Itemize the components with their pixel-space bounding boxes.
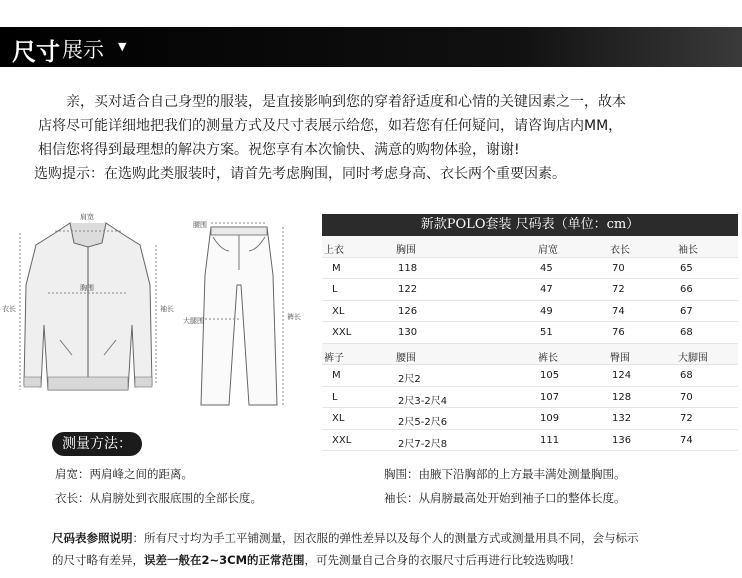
value-cell: 70 (612, 262, 625, 274)
label-thigh: 大腿围 (183, 317, 204, 325)
intro-line-4: 选购提示：在选购此类服装时，请首先考虑胸围，同时考虑身高、衣长两个重要因素。 (34, 166, 566, 182)
table-row (322, 430, 738, 452)
value-cell: 132 (612, 413, 632, 424)
header-waist: 腰围 (396, 352, 416, 364)
label-sleeve: 袖长 (160, 305, 174, 313)
size-cell: M (332, 370, 341, 381)
value-cell: 2尺7-2尺8 (398, 438, 448, 450)
header-length: 衣长 (610, 245, 630, 256)
def-shoulder: 肩宽：两肩峰之间的距离。 (55, 467, 193, 481)
def-chest: 胸围：由腋下沿胸部的上方最丰满处测量胸围。 (384, 467, 626, 481)
table-row (322, 387, 738, 409)
table-row (322, 408, 738, 430)
table-header-top (322, 236, 738, 258)
intro-text (34, 90, 724, 186)
value-cell: 128 (612, 391, 632, 403)
value-cell: 2尺5-2尺6 (398, 417, 448, 428)
value-cell: 130 (398, 327, 418, 338)
banner-title-rest: 展示 (62, 38, 104, 62)
intro-line-1: 亲，买对适合自己身型的服装，是直接影响到您的穿着舒适度和心情的关键因素之一，故本 (66, 94, 626, 110)
size-cell: L (332, 391, 338, 403)
pants-diagram (183, 215, 313, 415)
value-cell: 74 (612, 305, 625, 317)
value-cell: 126 (398, 305, 418, 317)
note-label: 尺码表参照说明 (52, 531, 133, 545)
value-cell: 51 (540, 327, 553, 338)
size-cell: XL (332, 305, 345, 317)
value-cell: 45 (540, 262, 553, 274)
value-cell: 68 (680, 327, 693, 338)
label-chest: 胸围 (80, 284, 94, 292)
value-cell: 107 (540, 391, 560, 403)
label-length: 衣长 (2, 305, 16, 313)
label-pant-length: 裤长 (287, 313, 301, 321)
note-part2: 的尺寸略有差异， (52, 553, 144, 567)
intro-line-3: 相信您将得到最理想的解决方案。祝您享有本次愉快、满意的购物体验，谢谢! (38, 142, 520, 158)
method-title: 测量方法： (52, 432, 142, 456)
intro-line-2: 店将尽可能详细地把我们的测量方式及尺寸表展示给您，如若您有任何疑问，请咨询店内MM， (38, 118, 623, 134)
def-sleeve: 袖长：从肩膀最高处开始到袖子口的整体长度。 (384, 491, 626, 505)
section-banner (0, 27, 742, 67)
value-cell: 105 (540, 370, 560, 381)
value-cell: 72 (612, 284, 625, 295)
size-cell: XL (332, 413, 345, 424)
value-cell: 49 (540, 305, 553, 317)
table-row (322, 279, 738, 301)
table-row (322, 365, 738, 387)
label-shoulder: 肩宽 (80, 213, 94, 221)
size-cell: XXL (332, 434, 352, 446)
value-cell: 68 (680, 370, 693, 381)
size-cell: XXL (332, 327, 352, 338)
value-cell: 111 (540, 434, 560, 446)
header-hip: 臀围 (610, 352, 630, 364)
value-cell: 122 (398, 284, 418, 295)
header-hem: 大脚围 (678, 352, 708, 364)
size-cell: M (332, 262, 341, 274)
value-cell: 65 (680, 262, 693, 274)
table-row (322, 258, 738, 280)
size-note (52, 527, 722, 571)
table-row (322, 322, 738, 344)
value-cell: 76 (612, 327, 625, 338)
value-cell: 136 (612, 434, 632, 446)
size-table (322, 214, 738, 451)
section-label-top: 上衣 (324, 245, 344, 256)
size-cell: L (332, 284, 338, 295)
header-shoulder: 肩宽 (538, 245, 558, 256)
header-sleeve: 袖长 (678, 245, 698, 256)
def-length: 衣长：从肩膀处到衣服底围的全部长度。 (55, 491, 262, 505)
jacket-diagram (0, 205, 175, 405)
label-waist: 腰围 (193, 221, 207, 229)
banner-title-bold: 尺寸 (12, 38, 60, 66)
header-chest: 胸围 (396, 245, 416, 256)
section-label-bottom: 裤子 (324, 352, 344, 364)
value-cell: 70 (680, 391, 693, 403)
note-part3: ，可先测量自己合身的衣服尺寸后再进行比较选购哦！ (304, 553, 581, 567)
value-cell: 124 (612, 370, 632, 381)
caret-down-icon: ▼ (118, 40, 127, 53)
table-row (322, 301, 738, 323)
header-pant-length: 裤长 (538, 352, 558, 364)
value-cell: 2尺3-2尺4 (398, 395, 448, 407)
table-header-bottom (322, 344, 738, 366)
value-cell: 2尺2 (398, 374, 421, 385)
note-part1: ：所有尺寸均为手工平铺测量，因衣服的弹性差异以及每个人的测量方式或测量用具不同，会与标示 (132, 531, 639, 545)
value-cell: 72 (680, 413, 693, 424)
value-cell: 109 (540, 413, 560, 424)
value-cell: 47 (540, 284, 553, 295)
value-cell: 74 (680, 434, 693, 446)
size-table-title: 新款POLO套装 尺码表（单位：cm） (322, 214, 738, 236)
value-cell: 67 (680, 305, 693, 317)
note-emphasis: 误差一般在2~3CM的正常范围 (144, 553, 305, 567)
value-cell: 118 (398, 262, 418, 274)
value-cell: 66 (680, 284, 693, 295)
